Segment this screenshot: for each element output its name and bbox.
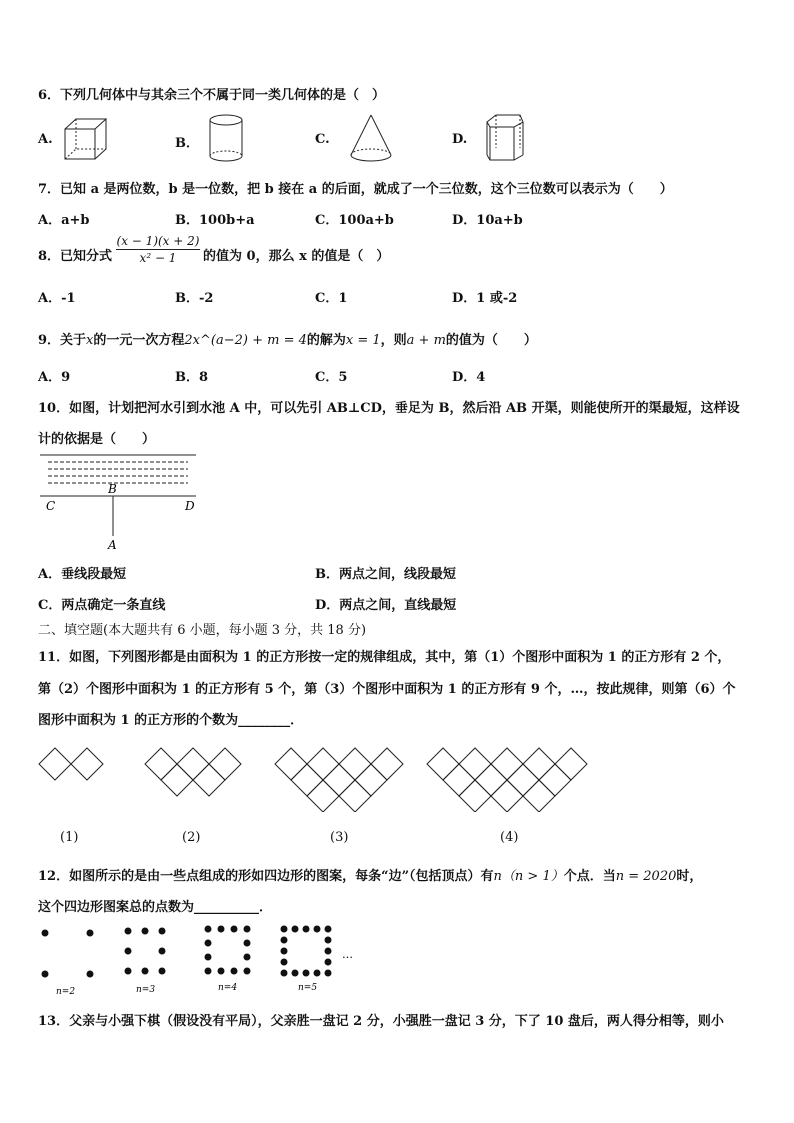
q10-option-b: B．两点之间，线段最短 — [315, 567, 456, 582]
figure-caption-2: (2) — [182, 830, 201, 845]
point-d-label: D — [185, 499, 195, 513]
point-c-label: C — [46, 499, 56, 513]
figure-caption-3: (3) — [330, 830, 349, 845]
q11-stem-line2: 第（2）个图形中面积为 1 的正方形有 5 个，第（3）个图形中面积为 1 的正方形有 9 个，…，按此规律，则第（6）个 — [38, 682, 736, 697]
section-title: 二、填空题(本大题共有 6 小题，每小题 3 分，共 18 分) — [38, 623, 367, 638]
q8-denominator: x² − 1 — [139, 251, 177, 265]
q9-solution: x = 1 — [345, 333, 381, 348]
q10-option-c: C．两点确定一条直线 — [38, 598, 166, 613]
q10-stem-line2: 计的依据是（ ） — [38, 432, 156, 447]
fraction-bar — [116, 249, 200, 250]
figure-caption-4: (4) — [500, 830, 519, 845]
q12-stem-line1 — [38, 865, 702, 884]
q6-option-d-label: D. — [452, 132, 468, 147]
q6-stem: 6．下列几何体中与其余三个不属于同一类几何体的是（ ） — [38, 88, 386, 103]
q6-option-c-label: C. — [315, 132, 330, 147]
q8-option-c: C．1 — [315, 291, 348, 306]
q9-prefix: 9．关于 — [38, 333, 87, 348]
q9-expr: a + m — [406, 333, 446, 348]
q7-option-d: D．10a+b — [452, 213, 523, 228]
q12-stem-line2: 这个四边形图案总的点数为__________． — [38, 900, 273, 915]
q8-option-a: A．-1 — [38, 291, 76, 306]
q10-option-a: A．垂线段最短 — [38, 567, 127, 582]
q6-option-a-label: A. — [38, 132, 53, 147]
prism-icon — [484, 112, 526, 164]
q12-cond: （n > 1） — [501, 869, 564, 884]
q12-line1-a: 12．如图所示的是由一些点组成的形如四边形的图案，每条“边”（包括顶点）有 — [38, 869, 494, 884]
q10-option-d: D．两点之间，直线最短 — [315, 598, 457, 613]
q9-option-d: D．4 — [452, 370, 486, 385]
dot-caption-n4: n=4 — [218, 983, 238, 993]
q7-option-a: A．a+b — [38, 213, 90, 228]
q9-option-a: A．9 — [38, 370, 71, 385]
q7-option-c: C．100a+b — [315, 213, 394, 228]
q12-line1-b: 个点．当 — [563, 869, 616, 884]
q8-option-b: B．-2 — [175, 291, 214, 306]
q9-stem — [38, 329, 537, 348]
dot-caption-n3: n=3 — [136, 985, 156, 995]
q13-stem-line1: 13．父亲与小强下棋（假设没有平局），父亲胜一盘记 2 分，小强胜一盘记 3 分，下了 10 盘后，两人得分相等，则小 — [38, 1014, 724, 1029]
q6-option-b-label: B． — [175, 136, 199, 151]
q9-suffix: 的值为（ ） — [445, 333, 537, 348]
cylinder-icon — [206, 112, 246, 164]
point-a-label: A — [108, 538, 117, 552]
square-pattern-figures — [36, 742, 596, 812]
q7-stem: 7．已知 a 是两位数，b 是一位数，把 b 接在 a 的后面，就成了一个三位数，这个三位数可以表示为（ ） — [38, 182, 673, 197]
ellipsis: … — [342, 948, 353, 961]
q9-middle: 的一元一次方程 — [93, 333, 185, 348]
cube-icon — [60, 116, 110, 164]
point-b-label: B — [108, 482, 117, 496]
q9-middle2: 的解为 — [306, 333, 346, 348]
q8-option-d: D．1 或-2 — [452, 291, 518, 306]
q9-option-b: B．8 — [175, 370, 209, 385]
cone-icon — [346, 112, 396, 164]
q12-line1-c: 时， — [676, 869, 703, 884]
q12-eq: n = 2020 — [615, 869, 677, 884]
q7-option-b: B．100b+a — [175, 213, 255, 228]
q8-fraction — [116, 234, 200, 265]
q11-stem-line3: 图形中面积为 1 的正方形的个数为________． — [38, 713, 304, 728]
q8-prefix: 8．已知分式 — [38, 249, 113, 264]
dot-caption-n5: n=5 — [298, 983, 318, 993]
river-channel-diagram — [38, 452, 200, 554]
q9-var: x — [86, 333, 94, 348]
q10-stem-line1: 10．如图，计划把河水引到水池 A 中，可以先引 AB⊥CD，垂足为 B，然后沿 AB 开渠，则能使所开的渠最短，这样设 — [38, 401, 740, 416]
q12-n: n — [493, 869, 502, 884]
q9-option-c: C．5 — [315, 370, 348, 385]
q9-middle3: ，则 — [380, 333, 407, 348]
dot-pattern-figures — [36, 924, 366, 996]
q11-stem-line1: 11．如图，下列图形都是由面积为 1 的正方形按一定的规律组成，其中，第（1）个图形中面积为 1 的正方形有 2 个， — [38, 650, 731, 665]
figure-caption-1: (1) — [60, 830, 79, 845]
dot-caption-n2: n=2 — [56, 987, 76, 996]
q9-equation: 2x^(a−2) + m = 4 — [184, 333, 307, 348]
q8-suffix: 的值为 0，那么 x 的值是（ ） — [203, 249, 390, 264]
q8-numerator: (x − 1)(x + 2) — [116, 234, 200, 248]
